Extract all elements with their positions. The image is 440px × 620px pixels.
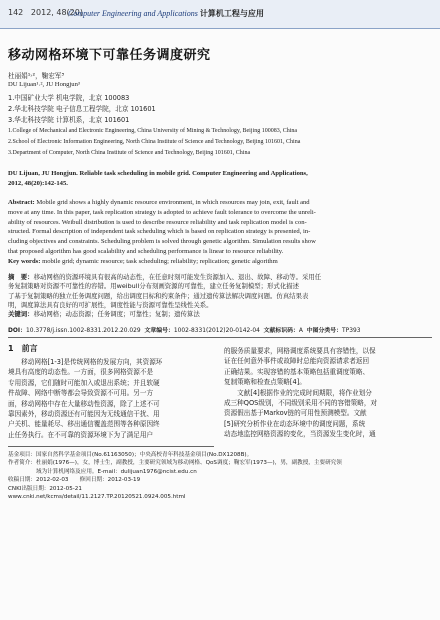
citation-line-1: DU Lijuan, JU Hongjun. Reliable task scheduling in mobile grid. Computer Engineering and Applications, [8,170,308,177]
footnote-cnki-date: CNKI出版日期：2012-05-21 [8,485,82,492]
affiliation-cn-3: 3.华北科技学院 计算机系，北京 101601 [8,116,130,124]
footnote-dates: 收稿日期：2012-02-03 修回日期：2012-03-19 [8,477,141,484]
abstract-en: Abstract: Mobile grid shows a highly dynamic resource environment, in which resources may join, exit, fault and move at any time. In this paper, task replication strategy is adopted to achieve fault tolerance to overcome the unreli- ability of resources. Weibull distribution is used to describe resource reliability and task replication model is con- structed. Formal description of independent task scheduling which is based on replication strategy is presented, in- cluding objectives and constraints. Scheduling problem is solved through genetic algorithm. Simulation results show that proposed algorithm has good scalability and scheduling performance is linear to resource reliability. Key words: mobile grid; dynamic resource; task scheduling; reliability; replication; genetic algorithm [8,199,316,265]
affiliation-en-1: 1.College of Mechanical and Electronic Engineering, China University of Mining & Technology, Beijing 100083, China [8,128,298,134]
body-left-column: 移动网格[1-3]是传统网格的发展方向，其资源环 境具有高度的动态性。一方面，很多网格资源不是 专用资源，它们随时可能加入或退出系统；并且软硬 件故障、网络中断等都会导致资源不可用。另一方 面，移动网格中存在大量移动性资源，除了上述不可 靠因素外，移动资源还有可能因为无线通信干扰、用 户关机、能量耗尽、移出通信覆盖范围等各种原因终 止任务执行。在不可靠的资源环境下为了满足用户 [8,358,163,439]
body-right-column: 的服务质量要求，网格调度系统要具有容错性，以保 证在任何意外事件或故障时总能向资源请求者返回 正确结果。实现容错的基本策略包括重调度策略、 复制策略和检查点策略[4]。 文献[4]根据作业的完成时间期限，将作业划分 成三种QOS级别，不同级别采用不同的容错策略，对 资源假出基于Markov链的可用性预测模型。文献 [5]研究分析作业在动态环境中的调度问题，系统 动态地监控网格资源的变化，当资源发生变化时，通 [224,347,378,439]
journal-title: Computer Engineering and Applications 计算机工程与应用 [68,9,264,18]
affiliation-en-2: 2.School of Electronic Information Engineering, North China Institute of Science and Technology, Beijing 101601, China [8,139,301,145]
divider-rule [8,337,432,338]
footnote-url: www.cnki.net/kcms/detail/11.2127.TP.20120521.0924.005.html [8,494,186,501]
footnote-rule [8,446,214,447]
paper-title: 移动网格环境下可靠任务调度研究 [8,48,211,63]
citation-line-2: 2012, 48(20):142-145. [8,180,68,187]
doi-line: DOI：10.3778/j.issn.1002-8331.2012.20.029 文章编号：1002-8331(2012)20-0142-04 文献标识码：A 中图分类号：TP393 [8,328,361,334]
section-heading: 1 前言 [8,344,38,353]
zhaiyao-label: 摘 要： [8,273,34,281]
keywords-cn: 移动网格；动态资源；任务调度；可靠性；复制；遗传算法 [33,310,200,319]
abstract-cn: 摘 要：移动网格的资源环境具有很高的动态性，在任意时刻可能发生资源加入、退出、故障、移动等。采用任 务复制策略对资源不可靠性的容错。用weibull分布刻画资源的可靠性，建立任务复制模型；形式化描述 了基于复制策略的独立任务调度问题，给出调度目标和约束条件；通过遗传算法解决调度问题。仿真结果表 明，调度算法具有良好的可扩展性，调度性能与资源可靠性呈线性关系。 关键词：移动网格；动态资源；任务调度；可靠性；复制；遗传算法 [8,273,322,319]
keywords-cn-label: 关键词： [8,310,34,319]
footnote-funding: 基金项目：国家自然科学基金项目(No.61163050)；中央高校青年科技基金项目(No.DX1208B)。 [8,452,253,458]
running-header [0,0,440,29]
abstract-label: Abstract: [8,199,35,206]
doi: 10.3778/j.issn.1002-8331.2012.20.029 [25,328,141,334]
footnotes: 基金项目：国家自然科学基金项目(No.61163050)；中央高校青年科技基金项目(No.DX1208B)。 作者简介：杜丽娟(1976—)，女，博士生，副教授，主要研究领域为移动网格、QoS调度；鞠宏军(1973—)，男，副教授，主要研究领 域为计算机网络及应用。E-mail：dulijuan1976@ncist.edu.cn 收稿日期：2012-02-03 修回日期：2012-03-19 CNKI出版日期：2012-05-21 www.cnki.net/kcms/detail/11.2127.TP.20120521.0924.005.html [8,451,432,501]
footnote-authors: 作者简介：杜丽娟(1976—)，女，博士生，副教授，主要研究领域为移动网格、QoS调度；鞠宏军(1973—)，男，副教授，主要研究领 [8,460,342,467]
affiliation-cn-2: 2.华北科技学院 电子信息工程学院，北京 101601 [8,105,156,113]
keywords-label: Key words: [8,257,41,265]
keywords-en: mobile grid; dynamic resource; task scheduling; reliability; replication; genetic algorithm [40,257,278,265]
page-number: 142 2012, 48(20) [8,8,83,17]
authors-cn: 杜丽娟¹˒²，鞠宏军³ [8,72,65,80]
affiliation-cn-1: 1.中国矿业大学 机电学院，北京 100083 [8,94,130,102]
authors-en: DU Lijuan¹˒², JU Hongjun³ [8,81,80,88]
affiliation-en-3: 3.Department of Computer, North China Institute of Science and Technology, Beijing 101601, China [8,150,251,156]
